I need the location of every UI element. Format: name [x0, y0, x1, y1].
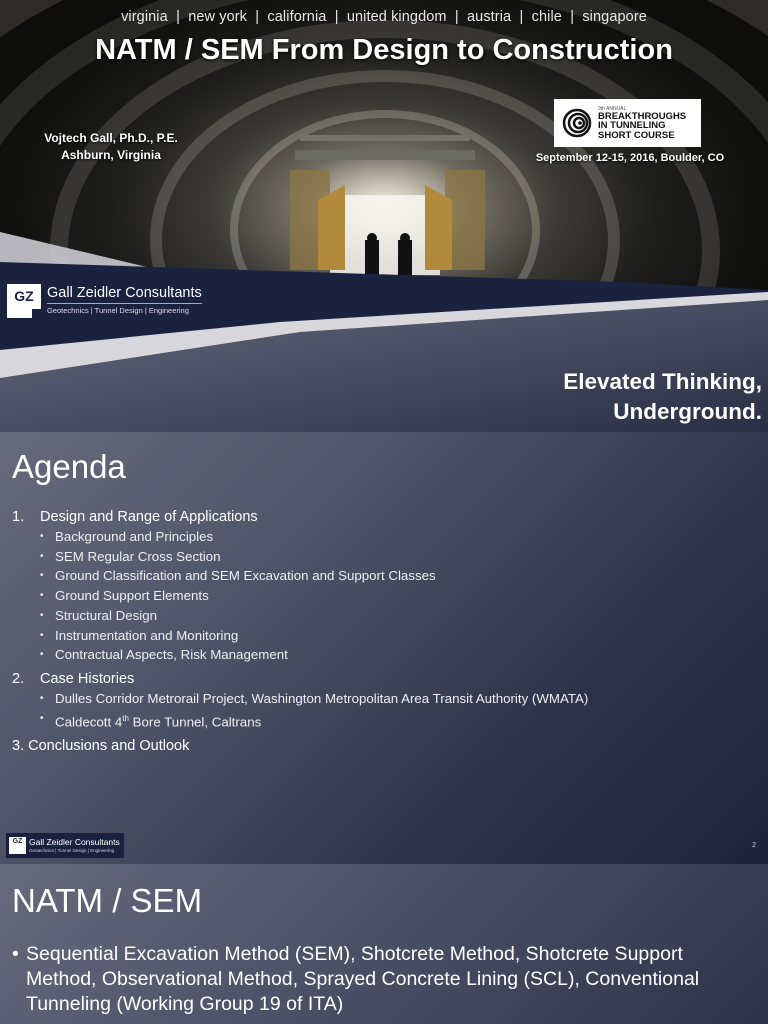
- slide-title: NATM / SEM: [12, 882, 203, 919]
- city-new-york: new york: [188, 9, 248, 25]
- list-item: • Ground Support Elements: [40, 586, 752, 606]
- section-label: Case Histories: [40, 670, 135, 687]
- slogan-line1: Elevated Thinking,: [563, 369, 762, 394]
- city-california: california: [267, 9, 327, 25]
- gz-logo-mark: GZ: [7, 284, 41, 318]
- presenter-name: Vojtech Gall, Ph.D., P.E.: [44, 131, 178, 145]
- office-locations: virginia | new york | california | united kingdom | austria | chile | singapore: [121, 9, 647, 25]
- presentation-title: NATM / SEM From Design to Construction: [95, 34, 673, 66]
- list-item: • SEM Regular Cross Section: [40, 547, 752, 567]
- list-item: • Structural Design: [40, 606, 752, 626]
- conference-line3: SHORT COURSE: [598, 129, 675, 141]
- city-united-kingdom: united kingdom: [346, 9, 447, 25]
- agenda-section-2: [12, 670, 752, 688]
- city-chile: chile: [531, 9, 562, 25]
- city-austria: austria: [466, 9, 512, 25]
- conference-annual: 9th ANNUAL: [598, 105, 627, 112]
- footer-company-name: Gall Zeidler Consultants: [29, 836, 120, 847]
- list-item: • Dulles Corridor Metrorail Project, Washington Metropolitan Area Transit Authority (WMATA): [40, 689, 752, 709]
- list-item: • Background and Principles: [40, 527, 752, 547]
- agenda-slide: [0, 432, 768, 864]
- list-item-caldecott: • Caldecott 4th Bore Tunnel, Caltrans: [40, 709, 752, 732]
- company-tagline: Geotechnics | Tunnel Design | Engineering: [47, 303, 202, 317]
- agenda-section-1: [12, 508, 752, 526]
- conference-line2: IN TUNNELING: [598, 120, 666, 132]
- city-virginia: virginia: [121, 9, 168, 25]
- natm-sem-slide: [0, 864, 768, 1024]
- section-label: Design and Range of Applications: [40, 509, 258, 525]
- footer-company-tagline: Geotechnics | Tunnel Design | Engineering: [29, 847, 115, 853]
- agenda-list: [12, 508, 752, 755]
- list-item: • Ground Classification and SEM Excavation and Support Classes: [40, 566, 752, 586]
- section-number: 1.: [12, 509, 25, 525]
- list-item: • Contractual Aspects, Risk Management: [40, 645, 752, 665]
- city-singapore: singapore: [582, 9, 647, 25]
- conference-date: September 12-15, 2016, Boulder, CO: [535, 152, 725, 164]
- presenter-location: Ashburn, Virginia: [61, 148, 161, 162]
- page-number: 2: [752, 842, 756, 849]
- gz-logo-mark: GZ: [9, 837, 26, 854]
- conference-line1: BREAKTHROUGHS: [598, 110, 687, 122]
- section-number: 2.: [12, 670, 25, 687]
- company-name: Gall Zeidler Consultants: [47, 285, 202, 301]
- title-slide: [0, 0, 768, 432]
- slogan: [563, 367, 762, 427]
- footer-company-logo: [6, 833, 124, 858]
- agenda-title: Agenda: [12, 448, 126, 485]
- section-2-items: [40, 689, 752, 732]
- bullet-item: • Sequential Excavation Method (SEM), Shotcrete Method, Shotcrete Support Method, Observational Method, Sprayed Concrete Lining (SCL), Conventional Tunneling (Working Group 19 of ITA): [12, 942, 757, 1017]
- section-1-items: [40, 527, 752, 665]
- list-item: • Instrumentation and Monitoring: [40, 626, 752, 646]
- agenda-section-3: 3. Conclusions and Outlook: [12, 737, 190, 754]
- slogan-line2: Underground.: [613, 399, 762, 424]
- company-logo: [7, 281, 218, 321]
